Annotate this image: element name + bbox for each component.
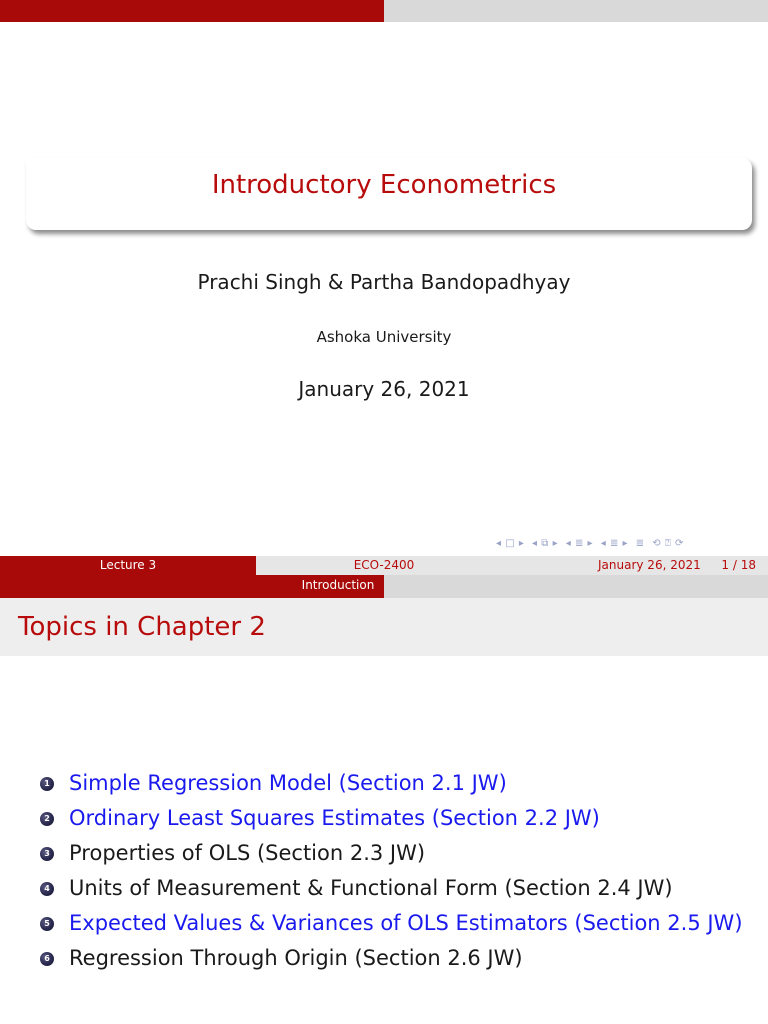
topic-item[interactable] <box>40 801 760 836</box>
nav-part-icon[interactable]: ◂ ≣ ▸ <box>600 538 629 549</box>
footer-date: January 26, 2021 <box>598 558 701 572</box>
frame-title: Topics in Chapter 2 <box>18 612 266 642</box>
topic-item <box>40 836 760 871</box>
presentation-date: January 26, 2021 <box>298 377 470 401</box>
topic-link[interactable]: Ordinary Least Squares Estimates (Section 2.2 JW) <box>69 806 600 830</box>
institution: Ashoka University <box>316 328 452 346</box>
nav-toc-icon[interactable]: ≣ <box>635 538 645 549</box>
nav-section-icon[interactable]: ◂ ≣ ▸ <box>565 538 594 549</box>
authors: Prachi Singh & Partha Bandopadhyay <box>197 270 571 294</box>
topic-item <box>40 871 760 906</box>
topic-text: Properties of OLS (Section 2.3 JW) <box>69 841 426 865</box>
nav-subsection-icon[interactable]: ◂ ⧉ ▸ <box>532 538 559 549</box>
footer-course <box>256 556 512 575</box>
numbered-bullet-icon: 4 <box>40 882 54 896</box>
top-bar-right <box>384 0 768 22</box>
topic-text: Units of Measurement & Functional Form (Section 2.4 JW) <box>69 876 673 900</box>
section-bar-right <box>384 575 768 598</box>
numbered-bullet-icon: 5 <box>40 917 54 931</box>
nav-frame-icon[interactable]: ◂ □ ▸ <box>496 538 525 549</box>
footer-date-page <box>512 556 768 575</box>
footer-course-text: ECO-2400 <box>353 558 415 572</box>
footer-lecture-text: Lecture 3 <box>99 558 157 572</box>
footer-lecture <box>0 556 256 575</box>
presentation-title: Introductory Econometrics <box>211 170 557 200</box>
numbered-bullet-icon: 2 <box>40 812 54 826</box>
numbered-bullet-icon: 6 <box>40 952 54 966</box>
numbered-bullet-icon: 1 <box>40 777 54 791</box>
numbered-bullet-icon: 3 <box>40 847 54 861</box>
topic-item[interactable] <box>40 906 760 941</box>
topic-item <box>40 941 760 976</box>
nav-search-icon[interactable]: ⟲ ⍰ ⟳ <box>652 538 684 549</box>
topic-list <box>40 766 760 976</box>
section-name[interactable]: Introduction <box>301 578 375 592</box>
beamer-navigation[interactable] <box>496 538 764 552</box>
topic-item[interactable] <box>40 766 760 801</box>
footer-page-number: 1 / 18 <box>721 558 756 572</box>
topic-text: Regression Through Origin (Section 2.6 JW) <box>69 946 523 970</box>
topic-link[interactable]: Expected Values & Variances of OLS Estimators (Section 2.5 JW) <box>69 911 743 935</box>
topic-link[interactable]: Simple Regression Model (Section 2.1 JW) <box>69 771 507 795</box>
top-bar-left <box>0 0 384 22</box>
